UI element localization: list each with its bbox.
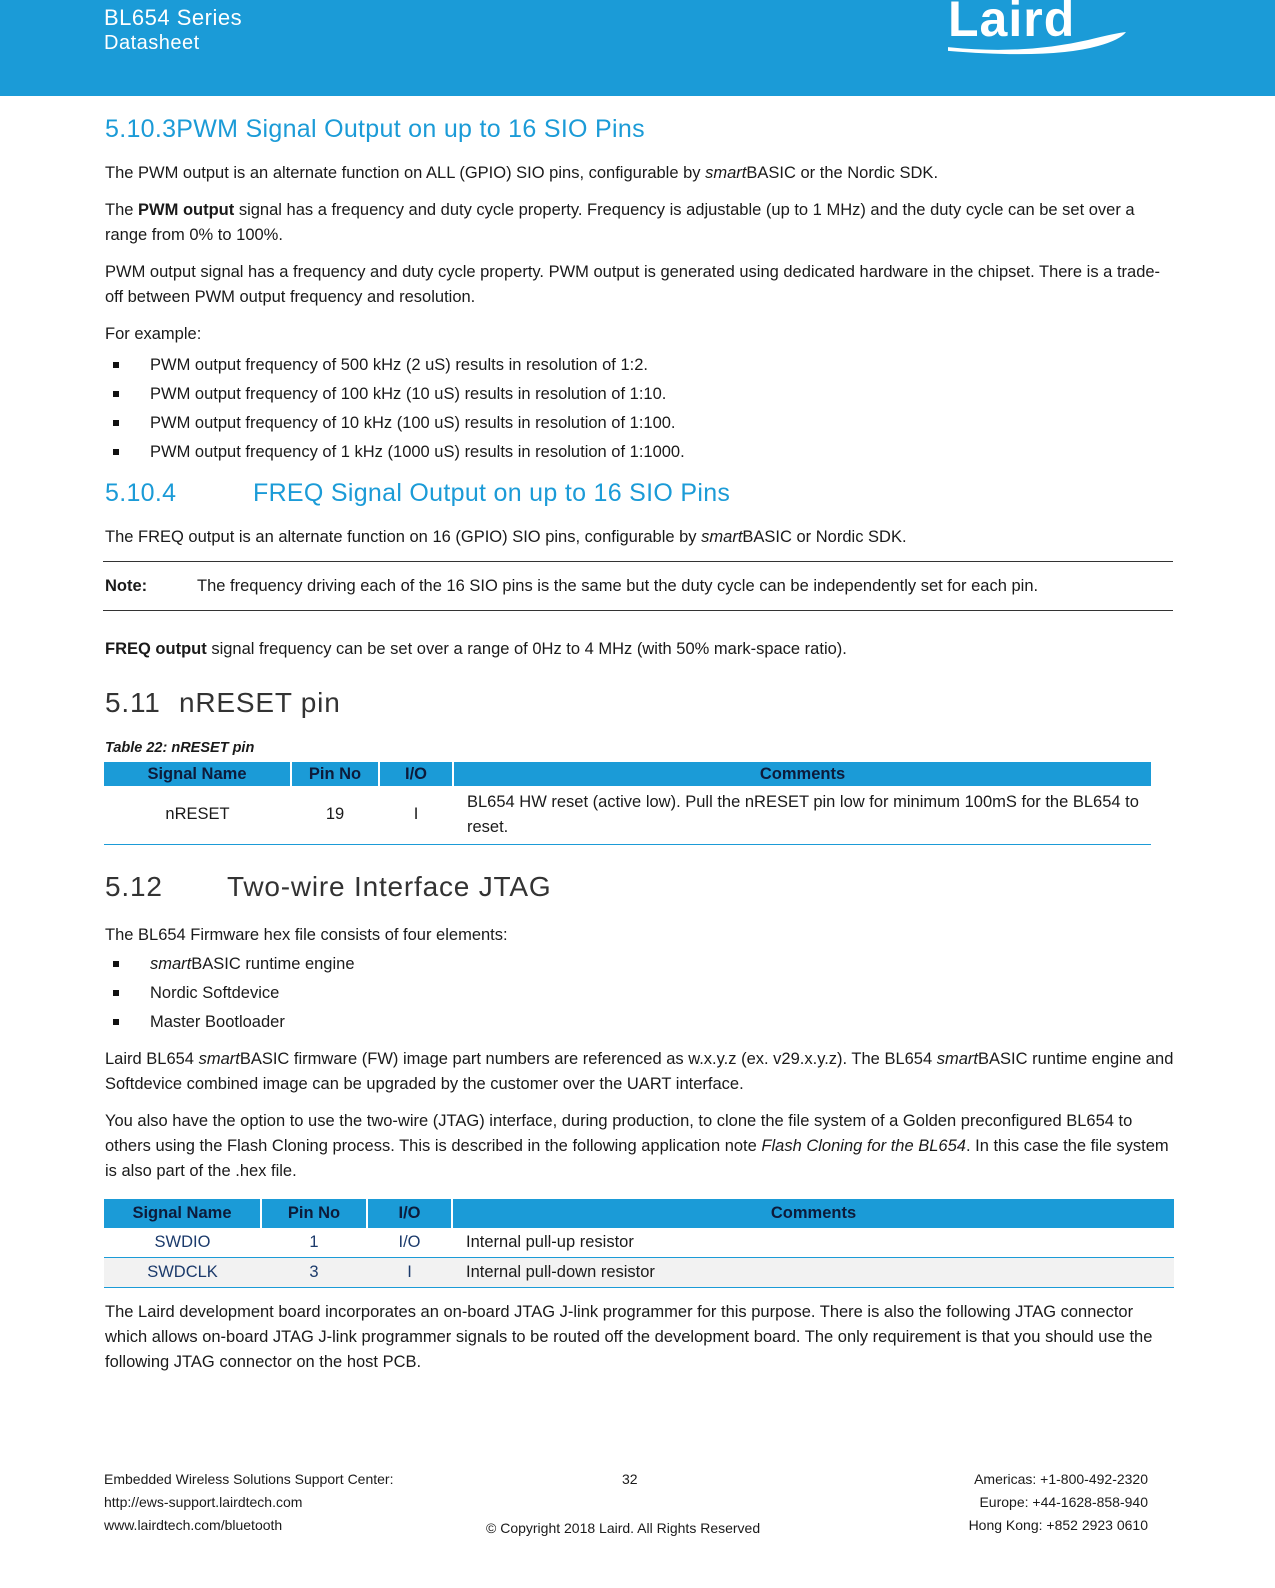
- pwm-paragraph-2: The PWM output signal has a frequency and duty cycle property. Frequency is adjustable (up to 1 MHz) and the duty cycle can be set over a range from 0% to 100%.: [105, 201, 1135, 244]
- bullet-square-icon: [113, 961, 119, 967]
- column-header: Comments: [452, 1199, 1174, 1228]
- cell-comment: Internal pull-down resistor: [466, 1263, 655, 1281]
- cell-signal: SWDIO: [154, 1233, 211, 1251]
- cell-io: I: [407, 1263, 412, 1281]
- freq-paragraph-1: The FREQ output is an alternate function on 16 (GPIO) SIO pins, configurable by smartBASIC or Nordic SDK.: [105, 528, 907, 546]
- section-heading-jtag: 5.12 Two-wire Interface JTAG: [105, 871, 552, 902]
- table-row: [104, 786, 1151, 844]
- column-header: I/O: [367, 1199, 452, 1228]
- table-row: [104, 1228, 1174, 1258]
- footer-support-label: Embedded Wireless Solutions Support Center:: [104, 1471, 394, 1487]
- column-header: I/O: [379, 762, 453, 786]
- table-header-row: [104, 762, 1151, 786]
- jtag-table: [104, 1199, 1174, 1288]
- bullet-square-icon: [113, 1019, 119, 1025]
- laird-swoosh-icon: [948, 0, 1148, 60]
- note-top-rule: [103, 561, 1173, 562]
- column-header: Pin No: [291, 762, 379, 786]
- note-label: Note:: [105, 577, 148, 595]
- column-header: Signal Name: [104, 762, 291, 786]
- cell-signal: nRESET: [165, 805, 230, 824]
- footer-site-url[interactable]: www.lairdtech.com/bluetooth: [104, 1517, 283, 1533]
- freq-paragraph-2: FREQ output signal frequency can be set over a range of 0Hz to 4 MHz (with 50% mark-space ratio).: [105, 640, 847, 658]
- cell-comment: Internal pull-up resistor: [466, 1233, 634, 1251]
- pwm-example-label: For example:: [105, 325, 202, 343]
- jtag-paragraph-4: The Laird development board incorporates an on-board JTAG J-link programmer for this purpose. There is also the following JTAG connector which allows on-board JTAG J-link programmer signals to be routed off the development board. The only requirement is that you should use the following JTAG connector on the host PCB.: [105, 1303, 1153, 1371]
- cell-pin: 3: [309, 1263, 319, 1281]
- note: [105, 574, 1175, 599]
- document-type: Datasheet: [104, 32, 200, 54]
- section-heading-freq: 5.10.4 FREQ Signal Output on up to 16 SIO Pins: [105, 479, 731, 507]
- bullet-square-icon: [113, 449, 119, 455]
- cell-io: I: [413, 805, 419, 824]
- column-header: Pin No: [261, 1199, 367, 1228]
- cell-comment: BL654 HW reset (active low). Pull the nRESET pin low for minimum 100mS for the BL654 to reset.: [467, 792, 1139, 836]
- bullet-square-icon: [113, 990, 119, 996]
- product-series: BL654 Series: [104, 5, 243, 30]
- cell-signal: SWDCLK: [147, 1263, 218, 1281]
- footer-support-url[interactable]: http://ews-support.lairdtech.com: [104, 1494, 303, 1510]
- footer-phone-hongkong: Hong Kong: +852 2923 0610: [968, 1517, 1148, 1533]
- cell-pin: 19: [325, 805, 345, 824]
- table-row: [104, 1258, 1174, 1288]
- logo-wordmark: Laird: [948, 0, 1076, 47]
- section-heading-pwm: 5.10.3PWM Signal Output on up to 16 SIO Pins: [105, 115, 645, 143]
- column-header: Signal Name: [104, 1199, 261, 1228]
- cell-pin: 1: [309, 1233, 319, 1251]
- section-heading-nreset: 5.11 nRESET pin: [105, 687, 341, 718]
- bullet-square-icon: [113, 391, 119, 397]
- footer-copyright: © Copyright 2018 Laird. All Rights Reserved: [486, 1520, 761, 1536]
- column-header: Comments: [453, 762, 1151, 786]
- pwm-paragraph-1: The PWM output is an alternate function on ALL (GPIO) SIO pins, configurable by smartBASIC or the Nordic SDK.: [105, 164, 939, 182]
- jtag-paragraph-2: Laird BL654 smartBASIC firmware (FW) image part numbers are referenced as w.x.y.z (ex. v29.x.y.z). The BL654 smartBASIC runtime engine and Softdevice combined image can be upgraded by the customer over the UART interface.: [105, 1050, 1174, 1093]
- table-caption: Table 22: nRESET pin: [105, 740, 255, 756]
- nreset-table: [104, 762, 1151, 845]
- jtag-paragraph-3: You also have the option to use the two-wire (JTAG) interface, during production, to clone the file system of a Golden preconfigured BL654 to others using the Flash Cloning process. This is described in the following application note Flash Cloning for the BL654. In this case the file system is also part of the .hex file.: [105, 1112, 1169, 1180]
- laird-logo: [948, 0, 1148, 60]
- bullet-square-icon: [113, 362, 119, 368]
- header-banner: [0, 0, 1275, 96]
- table-header-row: [104, 1199, 1174, 1228]
- pwm-paragraph-3: PWM output signal has a frequency and duty cycle property. PWM output is generated using dedicated hardware in the chipset. There is a trade-off between PWM output frequency and resolution.: [105, 263, 1161, 306]
- footer-phone-europe: Europe: +44-1628-858-940: [979, 1494, 1148, 1510]
- jtag-paragraph-1: The BL654 Firmware hex file consists of four elements:: [105, 926, 508, 944]
- bullet-square-icon: [113, 420, 119, 426]
- cell-io: I/O: [398, 1233, 421, 1251]
- footer-phone-americas: Americas: +1-800-492-2320: [974, 1471, 1148, 1487]
- note-text: The frequency driving each of the 16 SIO pins is the same but the duty cycle can be independently set for each pin.: [197, 577, 1039, 595]
- page-number: 32: [622, 1471, 638, 1487]
- note-bottom-rule: [103, 610, 1173, 611]
